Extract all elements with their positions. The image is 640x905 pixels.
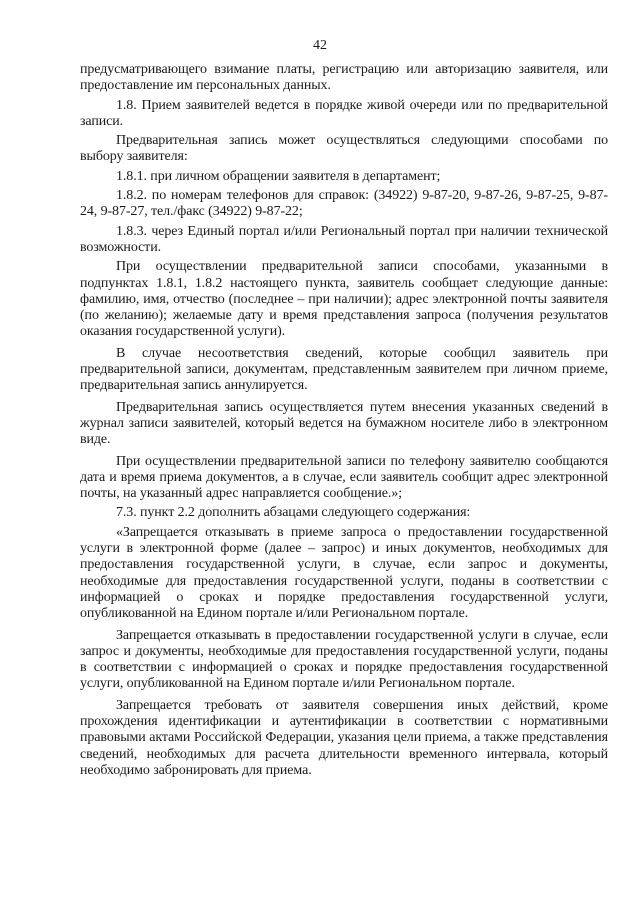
paragraph-phone-booking: При осуществлении предварительной записи по телефону заявителю сообщаются дата и время приема документов, а в случае, если заявитель сообщит адрес электронной почты, на указанный адрес направляется сообщение.»; <box>80 453 608 502</box>
paragraph-mismatch: В случае несоответствия сведений, которые сообщил заявитель при предварительной записи, документам, представленным заявителем при личном приеме, предварительная запись аннулируется. <box>80 345 608 394</box>
paragraph-1-8: 1.8. Прием заявителей ведется в порядке живой очереди или по предварительной записи. <box>80 97 608 129</box>
paragraph-prebooking-methods: Предварительная запись может осуществляться следующими способами по выбору заявителя: <box>80 133 608 165</box>
paragraph-1-8-1: 1.8.1. при личном обращении заявителя в департамент; <box>116 168 441 184</box>
paragraph-prohibition-provision: Запрещается отказывать в предоставлении государственной услуги в случае, если запрос и документы, необходимые для предоставления государственной услуги, поданы в соответствии с информацией о сроках и порядке предоставления государственной услуги, опубликованной на Едином портале и/или Региональном портале. <box>80 627 608 692</box>
paragraph-1-8-2: 1.8.2. по номерам телефонов для справок: (34922) 9-87-20, 9-87-26, 9-87-25, 9-87-24, 9-87-27, тел./факс (34922) 9-87-22; <box>80 188 608 220</box>
paragraph-prebooking-data: При осуществлении предварительной записи способами, указанными в подпунктах 1.8.1, 1.8.2 настоящего пункта, заявитель сообщает следующие данные: фамилию, имя, отчество (последнее – при наличии); адрес электронной почты заявителя (по желанию); желаемые дату и время представления запроса (получения результатов оказания государственной услуги). <box>80 259 608 340</box>
paragraph-prohibition-reception: «Запрещается отказывать в приеме запроса о предоставлении государственной услуги в электронной форме (далее – запрос) и иных документов, необходимых для предоставления государственной услуги, в случае, если запрос и документы, необходимые для предоставления государственной услуги, поданы в соответствии с информацией о сроках и порядке предоставления государственной услуги, опубликованной на Едином портале и/или Региональном портале. <box>80 524 608 622</box>
paragraph-7-3: 7.3. пункт 2.2 дополнить абзацами следующего содержания: <box>116 505 471 521</box>
paragraph-1-8-3: 1.8.3. через Единый портал и/или Региональный портал при наличии технической возможности. <box>80 223 608 255</box>
page-number: 42 <box>313 38 327 53</box>
paragraph-journal: Предварительная запись осуществляется путем внесения указанных сведений в журнал записи заявителей, который ведется на бумажном носителе либо в электронном виде. <box>80 399 608 448</box>
paragraph-prohibition-actions: Запрещается требовать от заявителя совершения иных действий, кроме прохождения идентификации и аутентификации в соответствии с нормативными правовыми актами Российской Федерации, указания цели приема, а также представления сведений, необходимых для расчета длительности временного интервала, который необходимо забронировать для приема. <box>80 697 608 778</box>
paragraph-continuation: предусматривающего взимание платы, регистрацию или авторизацию заявителя, или предоставление им персональных данных. <box>80 62 608 94</box>
document-body <box>80 62 608 784</box>
